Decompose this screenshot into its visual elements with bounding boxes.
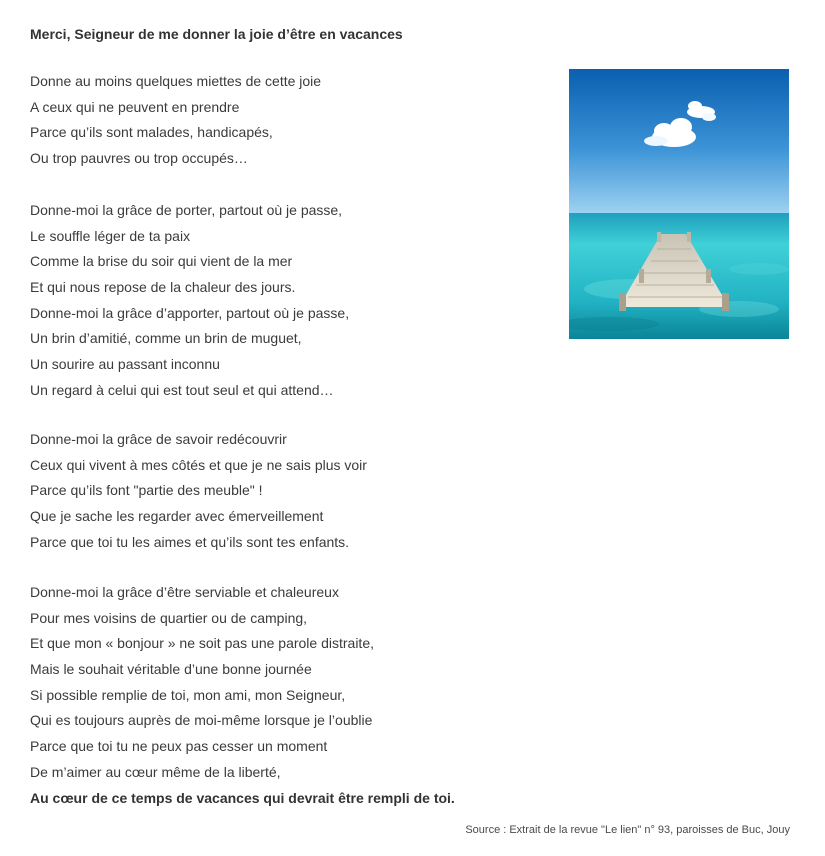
poem-line: Mais le souhait véritable d’une bonne journée	[30, 661, 312, 678]
source-credit: Source : Extrait de la revue "Le lien" n° 93, paroisses de Buc, Jouy	[465, 824, 790, 836]
poem-title: Merci, Seigneur de me donner la joie d’être en vacances	[30, 26, 403, 42]
stanza-3	[30, 427, 367, 555]
stanza-1	[30, 69, 321, 172]
poem-line: Ou trop pauvres ou trop occupés…	[30, 150, 248, 167]
poem-line: Un brin d’amitié, comme un brin de muguet,	[30, 330, 302, 347]
poem-line: Le souffle léger de ta paix	[30, 227, 191, 244]
poem-line: Donne au moins quelques miettes de cette joie	[30, 73, 322, 89]
poem-line: A ceux qui ne peuvent en prendre	[30, 98, 240, 115]
poem-line: Un regard à celui qui est tout seul et qui attend…	[30, 381, 334, 398]
poem-line: Ceux qui vivent à mes côtés et que je ne sais plus voir	[30, 456, 367, 473]
poem-line: Parce que toi tu ne peux pas cesser un moment	[30, 738, 328, 755]
poem-line: Qui es toujours auprès de moi-même lorsque je l’oublie	[30, 712, 373, 729]
poem-closing-line: Au cœur de ce temps de vacances qui devrait être rempli de toi.	[30, 789, 455, 806]
poem-line: Et que mon « bonjour » ne soit pas une parole distraite,	[30, 635, 374, 652]
poem-line: Un sourire au passant inconnu	[30, 356, 220, 373]
poem-line: Pour mes voisins de quartier ou de camping,	[30, 609, 308, 626]
poem-line: Parce qu’ils font "partie des meuble" !	[30, 482, 263, 499]
poem-line: Si possible remplie de toi, mon ami, mon Seigneur,	[30, 686, 346, 703]
poem-line: Donne-moi la grâce d’être serviable et chaleureux	[30, 584, 339, 600]
poem-line: Que je sache les regarder avec émerveillement	[30, 508, 324, 525]
poem-line: Comme la brise du soir qui vient de la mer	[30, 253, 293, 270]
stanza-2	[30, 198, 349, 404]
poem-line: De m’aimer au cœur même de la liberté,	[30, 763, 281, 780]
stanza-4	[30, 580, 455, 811]
poem-line: Donne-moi la grâce de savoir redécouvrir	[30, 431, 287, 447]
poem-line: Et qui nous repose de la chaleur des jours.	[30, 279, 296, 296]
poem-line: Donne-moi la grâce d’apporter, partout où je passe,	[30, 304, 350, 321]
poem-line: Donne-moi la grâce de porter, partout où je passe,	[30, 202, 343, 218]
poem-line: Parce que toi tu les aimes et qu’ils sont tes enfants.	[30, 533, 350, 550]
pier-sea-photo	[569, 69, 789, 339]
poem-line: Parce qu’ils sont malades, handicapés,	[30, 124, 273, 141]
